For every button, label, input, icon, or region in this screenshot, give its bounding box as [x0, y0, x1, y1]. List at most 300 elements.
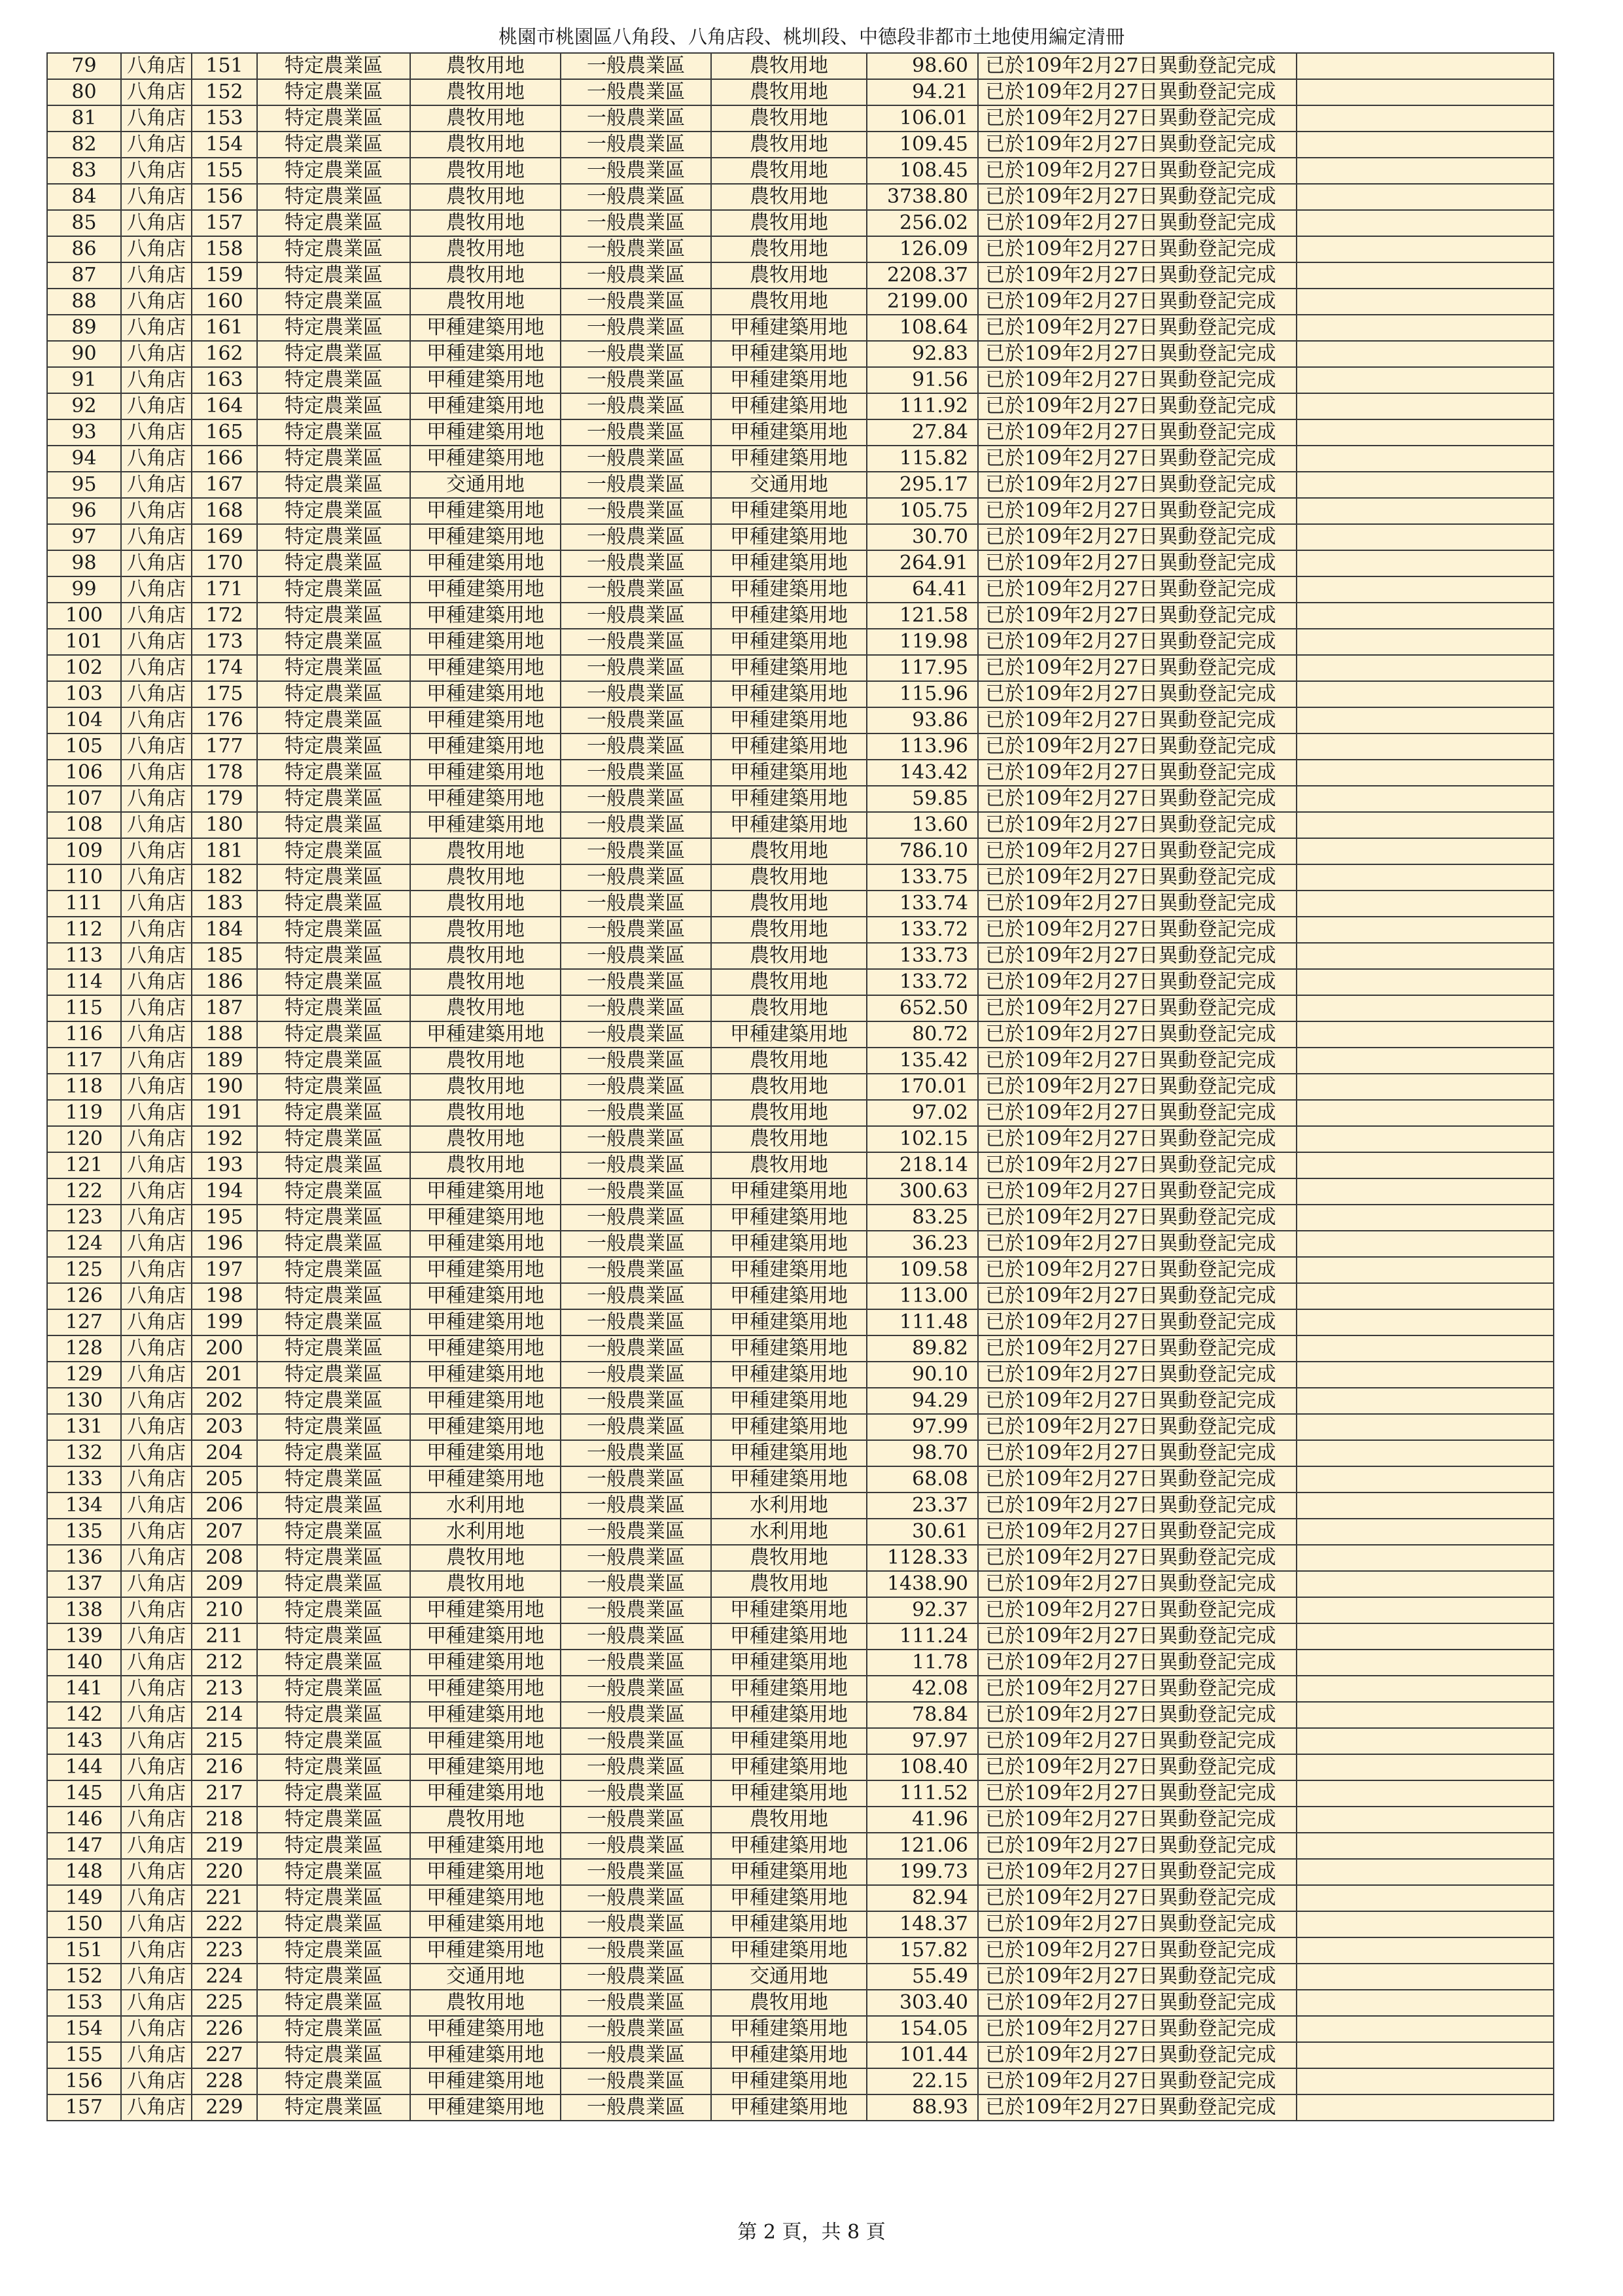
- original-land-use-cell: 水利用地: [410, 1492, 561, 1519]
- remarks-cell: [1297, 1388, 1554, 1414]
- row-number-cell: 101: [47, 629, 121, 655]
- original-land-use-cell: 農牧用地: [410, 1807, 561, 1833]
- remarks-cell: [1297, 733, 1554, 760]
- original-land-use-cell: 甲種建築用地: [410, 1283, 561, 1309]
- registration-note-cell: 已於109年2月27日異動登記完成: [978, 2094, 1297, 2121]
- original-land-use-cell: 農牧用地: [410, 236, 561, 262]
- table-row: [47, 681, 1554, 707]
- remarks-cell: [1297, 2068, 1554, 2094]
- row-number-cell: 120: [47, 1126, 121, 1152]
- section-name-cell: 八角店: [121, 1676, 192, 1702]
- parcel-number-cell: 200: [192, 1335, 257, 1362]
- new-zone-cell: 一般農業區: [561, 1048, 711, 1074]
- table-row: [47, 524, 1554, 550]
- registration-note-cell: 已於109年2月27日異動登記完成: [978, 1885, 1297, 1911]
- remarks-cell: [1297, 2042, 1554, 2068]
- remarks-cell: [1297, 655, 1554, 681]
- new-zone-cell: 一般農業區: [561, 2016, 711, 2042]
- original-zone-cell: 特定農業區: [257, 1754, 410, 1780]
- original-land-use-cell: 交通用地: [410, 472, 561, 498]
- table-row: [47, 576, 1554, 603]
- row-number-cell: 111: [47, 891, 121, 917]
- original-land-use-cell: 甲種建築用地: [410, 1231, 561, 1257]
- parcel-number-cell: 201: [192, 1362, 257, 1388]
- new-land-use-cell: 甲種建築用地: [711, 524, 867, 550]
- remarks-cell: [1297, 576, 1554, 603]
- original-land-use-cell: 甲種建築用地: [410, 1833, 561, 1859]
- area-cell: 82.94: [867, 1885, 978, 1911]
- original-zone-cell: 特定農業區: [257, 1833, 410, 1859]
- original-zone-cell: 特定農業區: [257, 655, 410, 681]
- remarks-cell: [1297, 969, 1554, 995]
- new-zone-cell: 一般農業區: [561, 603, 711, 629]
- registration-note-cell: 已於109年2月27日異動登記完成: [978, 1178, 1297, 1205]
- original-land-use-cell: 甲種建築用地: [410, 1257, 561, 1283]
- remarks-cell: [1297, 262, 1554, 289]
- new-zone-cell: 一般農業區: [561, 1859, 711, 1885]
- row-number-cell: 108: [47, 812, 121, 838]
- original-land-use-cell: 甲種建築用地: [410, 2016, 561, 2042]
- section-name-cell: 八角店: [121, 1126, 192, 1152]
- registration-note-cell: 已於109年2月27日異動登記完成: [978, 1990, 1297, 2016]
- new-land-use-cell: 甲種建築用地: [711, 707, 867, 733]
- new-zone-cell: 一般農業區: [561, 1571, 711, 1597]
- row-number-cell: 85: [47, 210, 121, 236]
- section-name-cell: 八角店: [121, 760, 192, 786]
- row-number-cell: 144: [47, 1754, 121, 1780]
- area-cell: 78.84: [867, 1702, 978, 1728]
- parcel-number-cell: 211: [192, 1623, 257, 1650]
- original-zone-cell: 特定農業區: [257, 1937, 410, 1964]
- remarks-cell: [1297, 1152, 1554, 1178]
- remarks-cell: [1297, 1414, 1554, 1440]
- original-zone-cell: 特定農業區: [257, 472, 410, 498]
- original-land-use-cell: 農牧用地: [410, 1545, 561, 1571]
- original-zone-cell: 特定農業區: [257, 1650, 410, 1676]
- new-land-use-cell: 甲種建築用地: [711, 681, 867, 707]
- original-zone-cell: 特定農業區: [257, 917, 410, 943]
- area-cell: 108.64: [867, 315, 978, 341]
- row-number-cell: 143: [47, 1728, 121, 1754]
- section-name-cell: 八角店: [121, 210, 192, 236]
- registration-note-cell: 已於109年2月27日異動登記完成: [978, 1492, 1297, 1519]
- original-zone-cell: 特定農業區: [257, 891, 410, 917]
- table-row: [47, 315, 1554, 341]
- area-cell: 94.21: [867, 79, 978, 105]
- row-number-cell: 155: [47, 2042, 121, 2068]
- new-land-use-cell: 農牧用地: [711, 289, 867, 315]
- row-number-cell: 150: [47, 1911, 121, 1937]
- original-zone-cell: 特定農業區: [257, 576, 410, 603]
- table-row: [47, 1650, 1554, 1676]
- new-land-use-cell: 農牧用地: [711, 1152, 867, 1178]
- parcel-number-cell: 198: [192, 1283, 257, 1309]
- original-zone-cell: 特定農業區: [257, 262, 410, 289]
- parcel-number-cell: 167: [192, 472, 257, 498]
- new-land-use-cell: 農牧用地: [711, 262, 867, 289]
- new-land-use-cell: 甲種建築用地: [711, 603, 867, 629]
- original-zone-cell: 特定農業區: [257, 629, 410, 655]
- row-number-cell: 110: [47, 864, 121, 891]
- row-number-cell: 98: [47, 550, 121, 576]
- new-zone-cell: 一般農業區: [561, 1650, 711, 1676]
- table-body: [47, 53, 1554, 2121]
- area-cell: 157.82: [867, 1937, 978, 1964]
- new-land-use-cell: 農牧用地: [711, 1571, 867, 1597]
- original-zone-cell: 特定農業區: [257, 1597, 410, 1623]
- original-land-use-cell: 水利用地: [410, 1519, 561, 1545]
- remarks-cell: [1297, 1571, 1554, 1597]
- new-land-use-cell: 甲種建築用地: [711, 1937, 867, 1964]
- remarks-cell: [1297, 1466, 1554, 1492]
- row-number-cell: 157: [47, 2094, 121, 2121]
- area-cell: 111.92: [867, 393, 978, 419]
- section-name-cell: 八角店: [121, 1388, 192, 1414]
- row-number-cell: 96: [47, 498, 121, 524]
- registration-note-cell: 已於109年2月27日異動登記完成: [978, 210, 1297, 236]
- original-zone-cell: 特定農業區: [257, 158, 410, 184]
- new-land-use-cell: 甲種建築用地: [711, 2016, 867, 2042]
- parcel-number-cell: 159: [192, 262, 257, 289]
- parcel-number-cell: 158: [192, 236, 257, 262]
- new-land-use-cell: 甲種建築用地: [711, 1859, 867, 1885]
- row-number-cell: 105: [47, 733, 121, 760]
- section-name-cell: 八角店: [121, 1650, 192, 1676]
- registration-note-cell: 已於109年2月27日異動登記完成: [978, 1074, 1297, 1100]
- new-zone-cell: 一般農業區: [561, 681, 711, 707]
- section-name-cell: 八角店: [121, 1937, 192, 1964]
- original-zone-cell: 特定農業區: [257, 1283, 410, 1309]
- area-cell: 88.93: [867, 2094, 978, 2121]
- document-title: 桃園市桃園區八角段、八角店段、桃圳段、中德段非都市土地使用編定清冊: [498, 26, 1125, 48]
- row-number-cell: 87: [47, 262, 121, 289]
- new-land-use-cell: 甲種建築用地: [711, 1597, 867, 1623]
- remarks-cell: [1297, 498, 1554, 524]
- table-row: [47, 1911, 1554, 1937]
- registration-note-cell: 已於109年2月27日異動登記完成: [978, 550, 1297, 576]
- remarks-cell: [1297, 1833, 1554, 1859]
- new-zone-cell: 一般農業區: [561, 53, 711, 79]
- row-number-cell: 131: [47, 1414, 121, 1440]
- new-land-use-cell: 甲種建築用地: [711, 393, 867, 419]
- original-zone-cell: 特定農業區: [257, 1074, 410, 1100]
- original-zone-cell: 特定農業區: [257, 812, 410, 838]
- new-zone-cell: 一般農業區: [561, 1414, 711, 1440]
- parcel-number-cell: 153: [192, 105, 257, 132]
- new-land-use-cell: 農牧用地: [711, 236, 867, 262]
- new-land-use-cell: 水利用地: [711, 1492, 867, 1519]
- new-land-use-cell: 甲種建築用地: [711, 2068, 867, 2094]
- new-zone-cell: 一般農業區: [561, 838, 711, 864]
- row-number-cell: 149: [47, 1885, 121, 1911]
- area-cell: 109.58: [867, 1257, 978, 1283]
- area-cell: 264.91: [867, 550, 978, 576]
- new-land-use-cell: 甲種建築用地: [711, 1650, 867, 1676]
- section-name-cell: 八角店: [121, 1100, 192, 1126]
- remarks-cell: [1297, 707, 1554, 733]
- row-number-cell: 115: [47, 995, 121, 1021]
- registration-note-cell: 已於109年2月27日異動登記完成: [978, 2042, 1297, 2068]
- new-land-use-cell: 交通用地: [711, 472, 867, 498]
- parcel-number-cell: 195: [192, 1205, 257, 1231]
- original-land-use-cell: 甲種建築用地: [410, 1205, 561, 1231]
- original-land-use-cell: 甲種建築用地: [410, 1702, 561, 1728]
- section-name-cell: 八角店: [121, 864, 192, 891]
- section-name-cell: 八角店: [121, 53, 192, 79]
- section-name-cell: 八角店: [121, 707, 192, 733]
- area-cell: 36.23: [867, 1231, 978, 1257]
- parcel-number-cell: 192: [192, 1126, 257, 1152]
- original-zone-cell: 特定農業區: [257, 419, 410, 446]
- row-number-cell: 126: [47, 1283, 121, 1309]
- row-number-cell: 116: [47, 1021, 121, 1048]
- table-row: [47, 1440, 1554, 1466]
- original-land-use-cell: 甲種建築用地: [410, 1362, 561, 1388]
- parcel-number-cell: 210: [192, 1597, 257, 1623]
- new-land-use-cell: 甲種建築用地: [711, 733, 867, 760]
- registration-note-cell: 已於109年2月27日異動登記完成: [978, 315, 1297, 341]
- row-number-cell: 134: [47, 1492, 121, 1519]
- table-row: [47, 1021, 1554, 1048]
- new-land-use-cell: 甲種建築用地: [711, 1440, 867, 1466]
- new-land-use-cell: 甲種建築用地: [711, 786, 867, 812]
- new-zone-cell: 一般農業區: [561, 812, 711, 838]
- area-cell: 92.37: [867, 1597, 978, 1623]
- area-cell: 30.70: [867, 524, 978, 550]
- original-land-use-cell: 農牧用地: [410, 864, 561, 891]
- table-row: [47, 367, 1554, 393]
- new-zone-cell: 一般農業區: [561, 1388, 711, 1414]
- remarks-cell: [1297, 1309, 1554, 1335]
- row-number-cell: 147: [47, 1833, 121, 1859]
- remarks-cell: [1297, 158, 1554, 184]
- original-land-use-cell: 農牧用地: [410, 1100, 561, 1126]
- new-zone-cell: 一般農業區: [561, 1807, 711, 1833]
- original-zone-cell: 特定農業區: [257, 1466, 410, 1492]
- original-zone-cell: 特定農業區: [257, 498, 410, 524]
- table-row: [47, 1754, 1554, 1780]
- row-number-cell: 148: [47, 1859, 121, 1885]
- original-land-use-cell: 甲種建築用地: [410, 2094, 561, 2121]
- section-name-cell: 八角店: [121, 446, 192, 472]
- area-cell: 133.72: [867, 917, 978, 943]
- new-land-use-cell: 農牧用地: [711, 1074, 867, 1100]
- new-zone-cell: 一般農業區: [561, 1885, 711, 1911]
- new-land-use-cell: 農牧用地: [711, 969, 867, 995]
- parcel-number-cell: 208: [192, 1545, 257, 1571]
- row-number-cell: 123: [47, 1205, 121, 1231]
- section-name-cell: 八角店: [121, 1597, 192, 1623]
- table-row: [47, 1074, 1554, 1100]
- remarks-cell: [1297, 367, 1554, 393]
- section-name-cell: 八角店: [121, 1309, 192, 1335]
- row-number-cell: 121: [47, 1152, 121, 1178]
- registration-note-cell: 已於109年2月27日異動登記完成: [978, 1100, 1297, 1126]
- original-zone-cell: 特定農業區: [257, 53, 410, 79]
- new-zone-cell: 一般農業區: [561, 864, 711, 891]
- original-land-use-cell: 農牧用地: [410, 158, 561, 184]
- new-land-use-cell: 甲種建築用地: [711, 1257, 867, 1283]
- original-land-use-cell: 甲種建築用地: [410, 681, 561, 707]
- table-row: [47, 2016, 1554, 2042]
- new-zone-cell: 一般農業區: [561, 1597, 711, 1623]
- area-cell: 91.56: [867, 367, 978, 393]
- original-land-use-cell: 農牧用地: [410, 53, 561, 79]
- registration-note-cell: 已於109年2月27日異動登記完成: [978, 498, 1297, 524]
- new-land-use-cell: 甲種建築用地: [711, 1414, 867, 1440]
- parcel-number-cell: 209: [192, 1571, 257, 1597]
- row-number-cell: 107: [47, 786, 121, 812]
- remarks-cell: [1297, 315, 1554, 341]
- area-cell: 121.06: [867, 1833, 978, 1859]
- remarks-cell: [1297, 1650, 1554, 1676]
- new-zone-cell: 一般農業區: [561, 760, 711, 786]
- original-zone-cell: 特定農業區: [257, 1021, 410, 1048]
- remarks-cell: [1297, 786, 1554, 812]
- original-land-use-cell: 農牧用地: [410, 1126, 561, 1152]
- original-land-use-cell: 甲種建築用地: [410, 524, 561, 550]
- section-name-cell: 八角店: [121, 1074, 192, 1100]
- table-row: [47, 1283, 1554, 1309]
- table-row: [47, 341, 1554, 367]
- parcel-number-cell: 189: [192, 1048, 257, 1074]
- table-row: [47, 655, 1554, 681]
- row-number-cell: 135: [47, 1519, 121, 1545]
- table-row: [47, 838, 1554, 864]
- new-zone-cell: 一般農業區: [561, 1178, 711, 1205]
- table-row: [47, 707, 1554, 733]
- parcel-number-cell: 170: [192, 550, 257, 576]
- new-land-use-cell: 農牧用地: [711, 864, 867, 891]
- new-zone-cell: 一般農業區: [561, 158, 711, 184]
- table-row: [47, 289, 1554, 315]
- parcel-number-cell: 226: [192, 2016, 257, 2042]
- original-land-use-cell: 甲種建築用地: [410, 812, 561, 838]
- new-land-use-cell: 甲種建築用地: [711, 1178, 867, 1205]
- remarks-cell: [1297, 1178, 1554, 1205]
- row-number-cell: 133: [47, 1466, 121, 1492]
- parcel-number-cell: 197: [192, 1257, 257, 1283]
- table-row: [47, 629, 1554, 655]
- registration-note-cell: 已於109年2月27日異動登記完成: [978, 812, 1297, 838]
- registration-note-cell: 已於109年2月27日異動登記完成: [978, 1833, 1297, 1859]
- registration-note-cell: 已於109年2月27日異動登記完成: [978, 1623, 1297, 1650]
- new-land-use-cell: 甲種建築用地: [711, 1388, 867, 1414]
- remarks-cell: [1297, 838, 1554, 864]
- new-land-use-cell: 甲種建築用地: [711, 1780, 867, 1807]
- new-zone-cell: 一般農業區: [561, 786, 711, 812]
- registration-note-cell: 已於109年2月27日異動登記完成: [978, 132, 1297, 158]
- original-land-use-cell: 甲種建築用地: [410, 1937, 561, 1964]
- row-number-cell: 154: [47, 2016, 121, 2042]
- new-zone-cell: 一般農業區: [561, 184, 711, 210]
- row-number-cell: 106: [47, 760, 121, 786]
- original-zone-cell: 特定農業區: [257, 1807, 410, 1833]
- registration-note-cell: 已於109年2月27日異動登記完成: [978, 1571, 1297, 1597]
- original-zone-cell: 特定農業區: [257, 1440, 410, 1466]
- table-row: [47, 184, 1554, 210]
- row-number-cell: 94: [47, 446, 121, 472]
- area-cell: 295.17: [867, 472, 978, 498]
- section-name-cell: 八角店: [121, 1833, 192, 1859]
- row-number-cell: 104: [47, 707, 121, 733]
- new-land-use-cell: 水利用地: [711, 1519, 867, 1545]
- area-cell: 115.96: [867, 681, 978, 707]
- row-number-cell: 140: [47, 1650, 121, 1676]
- area-cell: 303.40: [867, 1990, 978, 2016]
- area-cell: 98.70: [867, 1440, 978, 1466]
- remarks-cell: [1297, 1283, 1554, 1309]
- section-name-cell: 八角店: [121, 1466, 192, 1492]
- remarks-cell: [1297, 1859, 1554, 1885]
- new-zone-cell: 一般農業區: [561, 1964, 711, 1990]
- table-row: [47, 446, 1554, 472]
- new-land-use-cell: 甲種建築用地: [711, 315, 867, 341]
- original-zone-cell: 特定農業區: [257, 1257, 410, 1283]
- parcel-number-cell: 151: [192, 53, 257, 79]
- original-land-use-cell: 甲種建築用地: [410, 1676, 561, 1702]
- parcel-number-cell: 229: [192, 2094, 257, 2121]
- row-number-cell: 130: [47, 1388, 121, 1414]
- original-land-use-cell: 甲種建築用地: [410, 393, 561, 419]
- table-row: [47, 1990, 1554, 2016]
- new-land-use-cell: 農牧用地: [711, 1807, 867, 1833]
- registration-note-cell: 已於109年2月27日異動登記完成: [978, 838, 1297, 864]
- original-land-use-cell: 農牧用地: [410, 917, 561, 943]
- original-zone-cell: 特定農業區: [257, 315, 410, 341]
- original-land-use-cell: 農牧用地: [410, 1990, 561, 2016]
- section-name-cell: 八角店: [121, 1362, 192, 1388]
- remarks-cell: [1297, 1126, 1554, 1152]
- original-zone-cell: 特定農業區: [257, 943, 410, 969]
- area-cell: 59.85: [867, 786, 978, 812]
- original-zone-cell: 特定農業區: [257, 838, 410, 864]
- row-number-cell: 128: [47, 1335, 121, 1362]
- original-zone-cell: 特定農業區: [257, 289, 410, 315]
- table-row: [47, 1545, 1554, 1571]
- new-land-use-cell: 甲種建築用地: [711, 760, 867, 786]
- table-row: [47, 1492, 1554, 1519]
- remarks-cell: [1297, 1676, 1554, 1702]
- section-name-cell: 八角店: [121, 158, 192, 184]
- parcel-number-cell: 174: [192, 655, 257, 681]
- original-land-use-cell: 農牧用地: [410, 995, 561, 1021]
- original-land-use-cell: 甲種建築用地: [410, 446, 561, 472]
- table-row: [47, 210, 1554, 236]
- new-land-use-cell: 甲種建築用地: [711, 812, 867, 838]
- original-zone-cell: 特定農業區: [257, 786, 410, 812]
- original-land-use-cell: 甲種建築用地: [410, 1885, 561, 1911]
- new-land-use-cell: 甲種建築用地: [711, 1309, 867, 1335]
- original-zone-cell: 特定農業區: [257, 1728, 410, 1754]
- remarks-cell: [1297, 943, 1554, 969]
- parcel-number-cell: 222: [192, 1911, 257, 1937]
- registration-note-cell: 已於109年2月27日異動登記完成: [978, 1388, 1297, 1414]
- remarks-cell: [1297, 1021, 1554, 1048]
- registration-note-cell: 已於109年2月27日異動登記完成: [978, 1362, 1297, 1388]
- registration-note-cell: 已於109年2月27日異動登記完成: [978, 1048, 1297, 1074]
- section-name-cell: 八角店: [121, 733, 192, 760]
- table-row: [47, 1885, 1554, 1911]
- new-zone-cell: 一般農業區: [561, 576, 711, 603]
- registration-note-cell: 已於109年2月27日異動登記完成: [978, 969, 1297, 995]
- section-name-cell: 八角店: [121, 1728, 192, 1754]
- original-zone-cell: 特定農業區: [257, 132, 410, 158]
- registration-note-cell: 已於109年2月27日異動登記完成: [978, 1126, 1297, 1152]
- registration-note-cell: 已於109年2月27日異動登記完成: [978, 943, 1297, 969]
- section-name-cell: 八角店: [121, 419, 192, 446]
- row-number-cell: 151: [47, 1937, 121, 1964]
